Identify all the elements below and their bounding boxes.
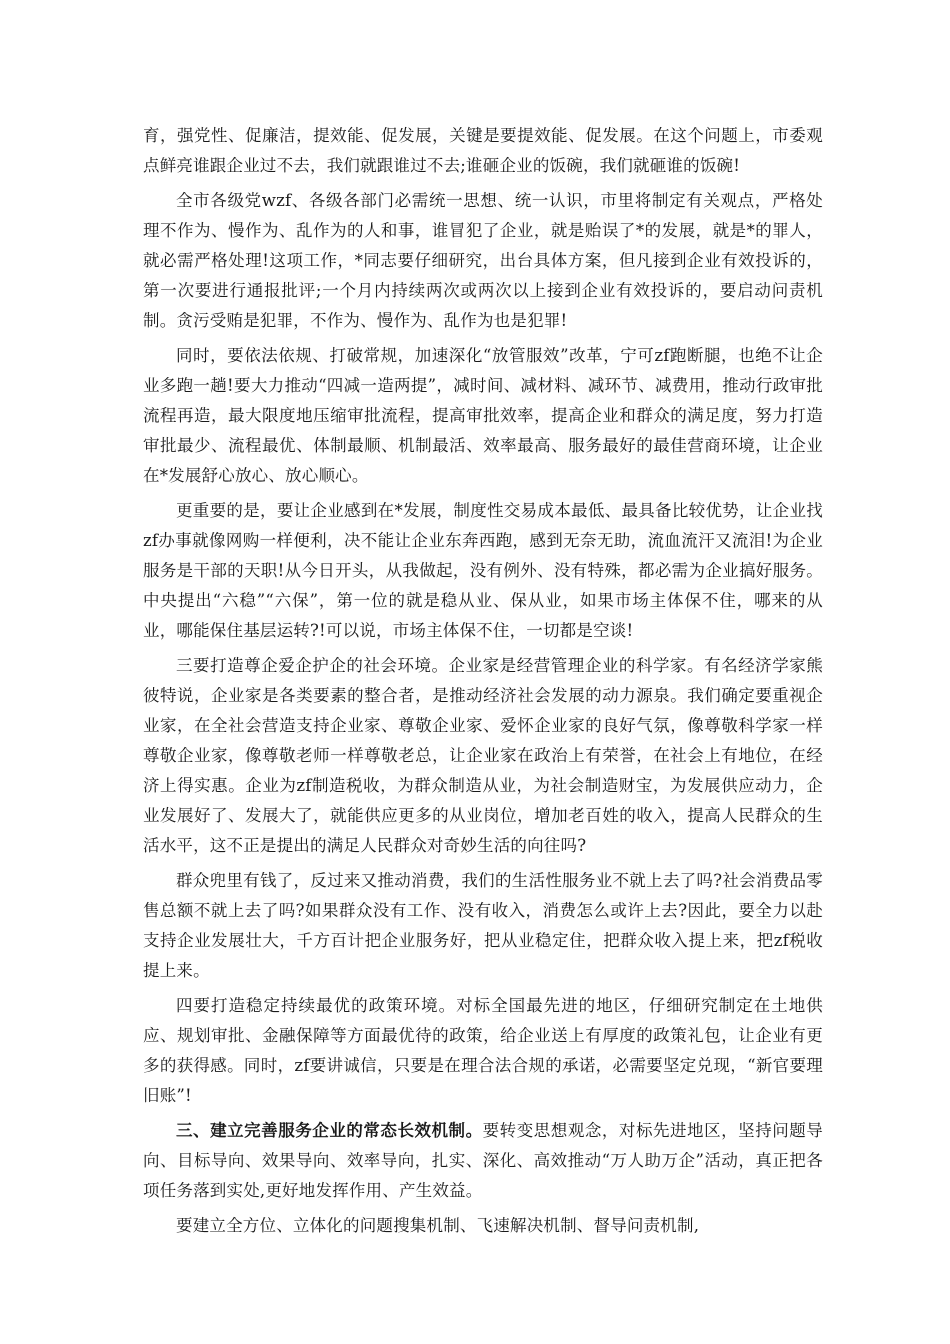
paragraph-7 (143, 991, 823, 1111)
paragraph-text: 四要打造稳定持续最优的政策环境。对标全国最先进的地区，仔细研究制定在土地供应、规划审批、金融保障等方面最优待的政策，给企业送上有厚度的政策礼包，让企业有更多的获得感。同时，zf要讲诚信，只要是在理合法合规的承诺，必需要坚定兑现，“新官要理旧账”! (143, 996, 823, 1105)
paragraph-8-section-heading (143, 1116, 823, 1206)
paragraph-9 (143, 1211, 823, 1241)
document-body (143, 121, 823, 1246)
paragraph-4 (143, 496, 823, 646)
paragraph-3 (143, 341, 823, 491)
paragraph-1 (143, 121, 823, 181)
paragraph-text: 同时，要依法依规、打破常规，加速深化“放管服效”改革，宁可zf跑断腿，也绝不让企业多跑一趟!要大力推动“四减一造两提”，减时间、减材料、减环节、减费用，推动行政审批流程再造，最大限度地压缩审批流程，提高审批效率，提高企业和群众的满足度，努力打造审批最少、流程最优、体制最顺、机制最活、效率最高、服务最好的最佳营商环境，让企业在*发展舒心放心、放心顺心。 (143, 346, 823, 485)
paragraph-text: 育，强党性、促廉洁，提效能、促发展，关键是要提效能、促发展。在这个问题上，市委观点鲜亮谁跟企业过不去，我们就跟谁过不去;谁砸企业的饭碗，我们就砸谁的饭碗! (143, 126, 823, 175)
section-heading-lead: 三、建立完善服务企业的常态长效机制。 (176, 1121, 483, 1140)
paragraph-text: 全市各级党wzf、各级各部门必需统一思想、统一认识，市里将制定有关观点，严格处理不作为、慢作为、乱作为的人和事，谁冒犯了企业，就是贻误了*的发展，就是*的罪人，就必需严格处理!这项工作，*同志要仔细研究，出台具体方案，但凡接到企业有效投诉的，第一次要进行通报批评;一个月内持续两次或两次以上接到企业有效投诉的，要启动问责机制。贪污受贿是犯罪，不作为、慢作为、乱作为也是犯罪! (143, 191, 823, 330)
paragraph-2 (143, 186, 823, 336)
paragraph-text: 要转变思想观念，对标先进地区，坚持问题导向、目标导向、效果导向、效率导向，扎实、深化、高效推动“万人助万企”活动，真正把各项任务落到实处,更好地发挥作用、产生效益。 (143, 1121, 824, 1200)
paragraph-text: 群众兜里有钱了，反过来又推动消费，我们的生活性服务业不就上去了吗?社会消费品零售总额不就上去了吗?如果群众没有工作、没有收入，消费怎么或许上去?因此，要全力以赴支持企业发展壮大，千方百计把企业服务好，把从业稳定住，把群众收入提上来，把zf税收提上来。 (143, 871, 823, 980)
paragraph-6 (143, 866, 823, 986)
paragraph-text: 三要打造尊企爱企护企的社会环境。企业家是经营管理企业的科学家。有名经济学家熊彼特说，企业家是各类要素的整合者，是推动经济社会发展的动力源泉。我们确定要重视企业家，在全社会营造支持企业家、尊敬企业家、爱怀企业家的良好气氛，像尊敬科学家一样尊敬企业家，像尊敬老师一样尊敬老总，让企业家在政治上有荣誉，在社会上有地位，在经济上得实惠。企业为zf制造税收，为群众制造从业，为社会制造财宝，为发展供应动力，企业发展好了、发展大了，就能供应更多的从业岗位，增加老百姓的收入，提高人民群众的生活水平，这不正是提出的满足人民群众对奇妙生活的向往吗? (143, 656, 823, 855)
paragraph-text: 要建立全方位、立体化的问题搜集机制、飞速解决机制、督导问责机制, (176, 1216, 700, 1235)
paragraph-5 (143, 651, 823, 861)
paragraph-text: 更重要的是，要让企业感到在*发展，制度性交易成本最低、最具备比较优势，让企业找zf办事就像网购一样便利，决不能让企业东奔西跑，感到无奈无助，流血流汗又流泪!为企业服务是干部的天职!从今日开头，从我做起，没有例外、没有特殊，都必需为企业搞好服务。中央提出“六稳”“六保”，第一位的就是稳从业、保从业，如果市场主体保不住，哪来的从业，哪能保住基层运转?!可以说，市场主体保不住，一切都是空谈! (143, 501, 823, 640)
